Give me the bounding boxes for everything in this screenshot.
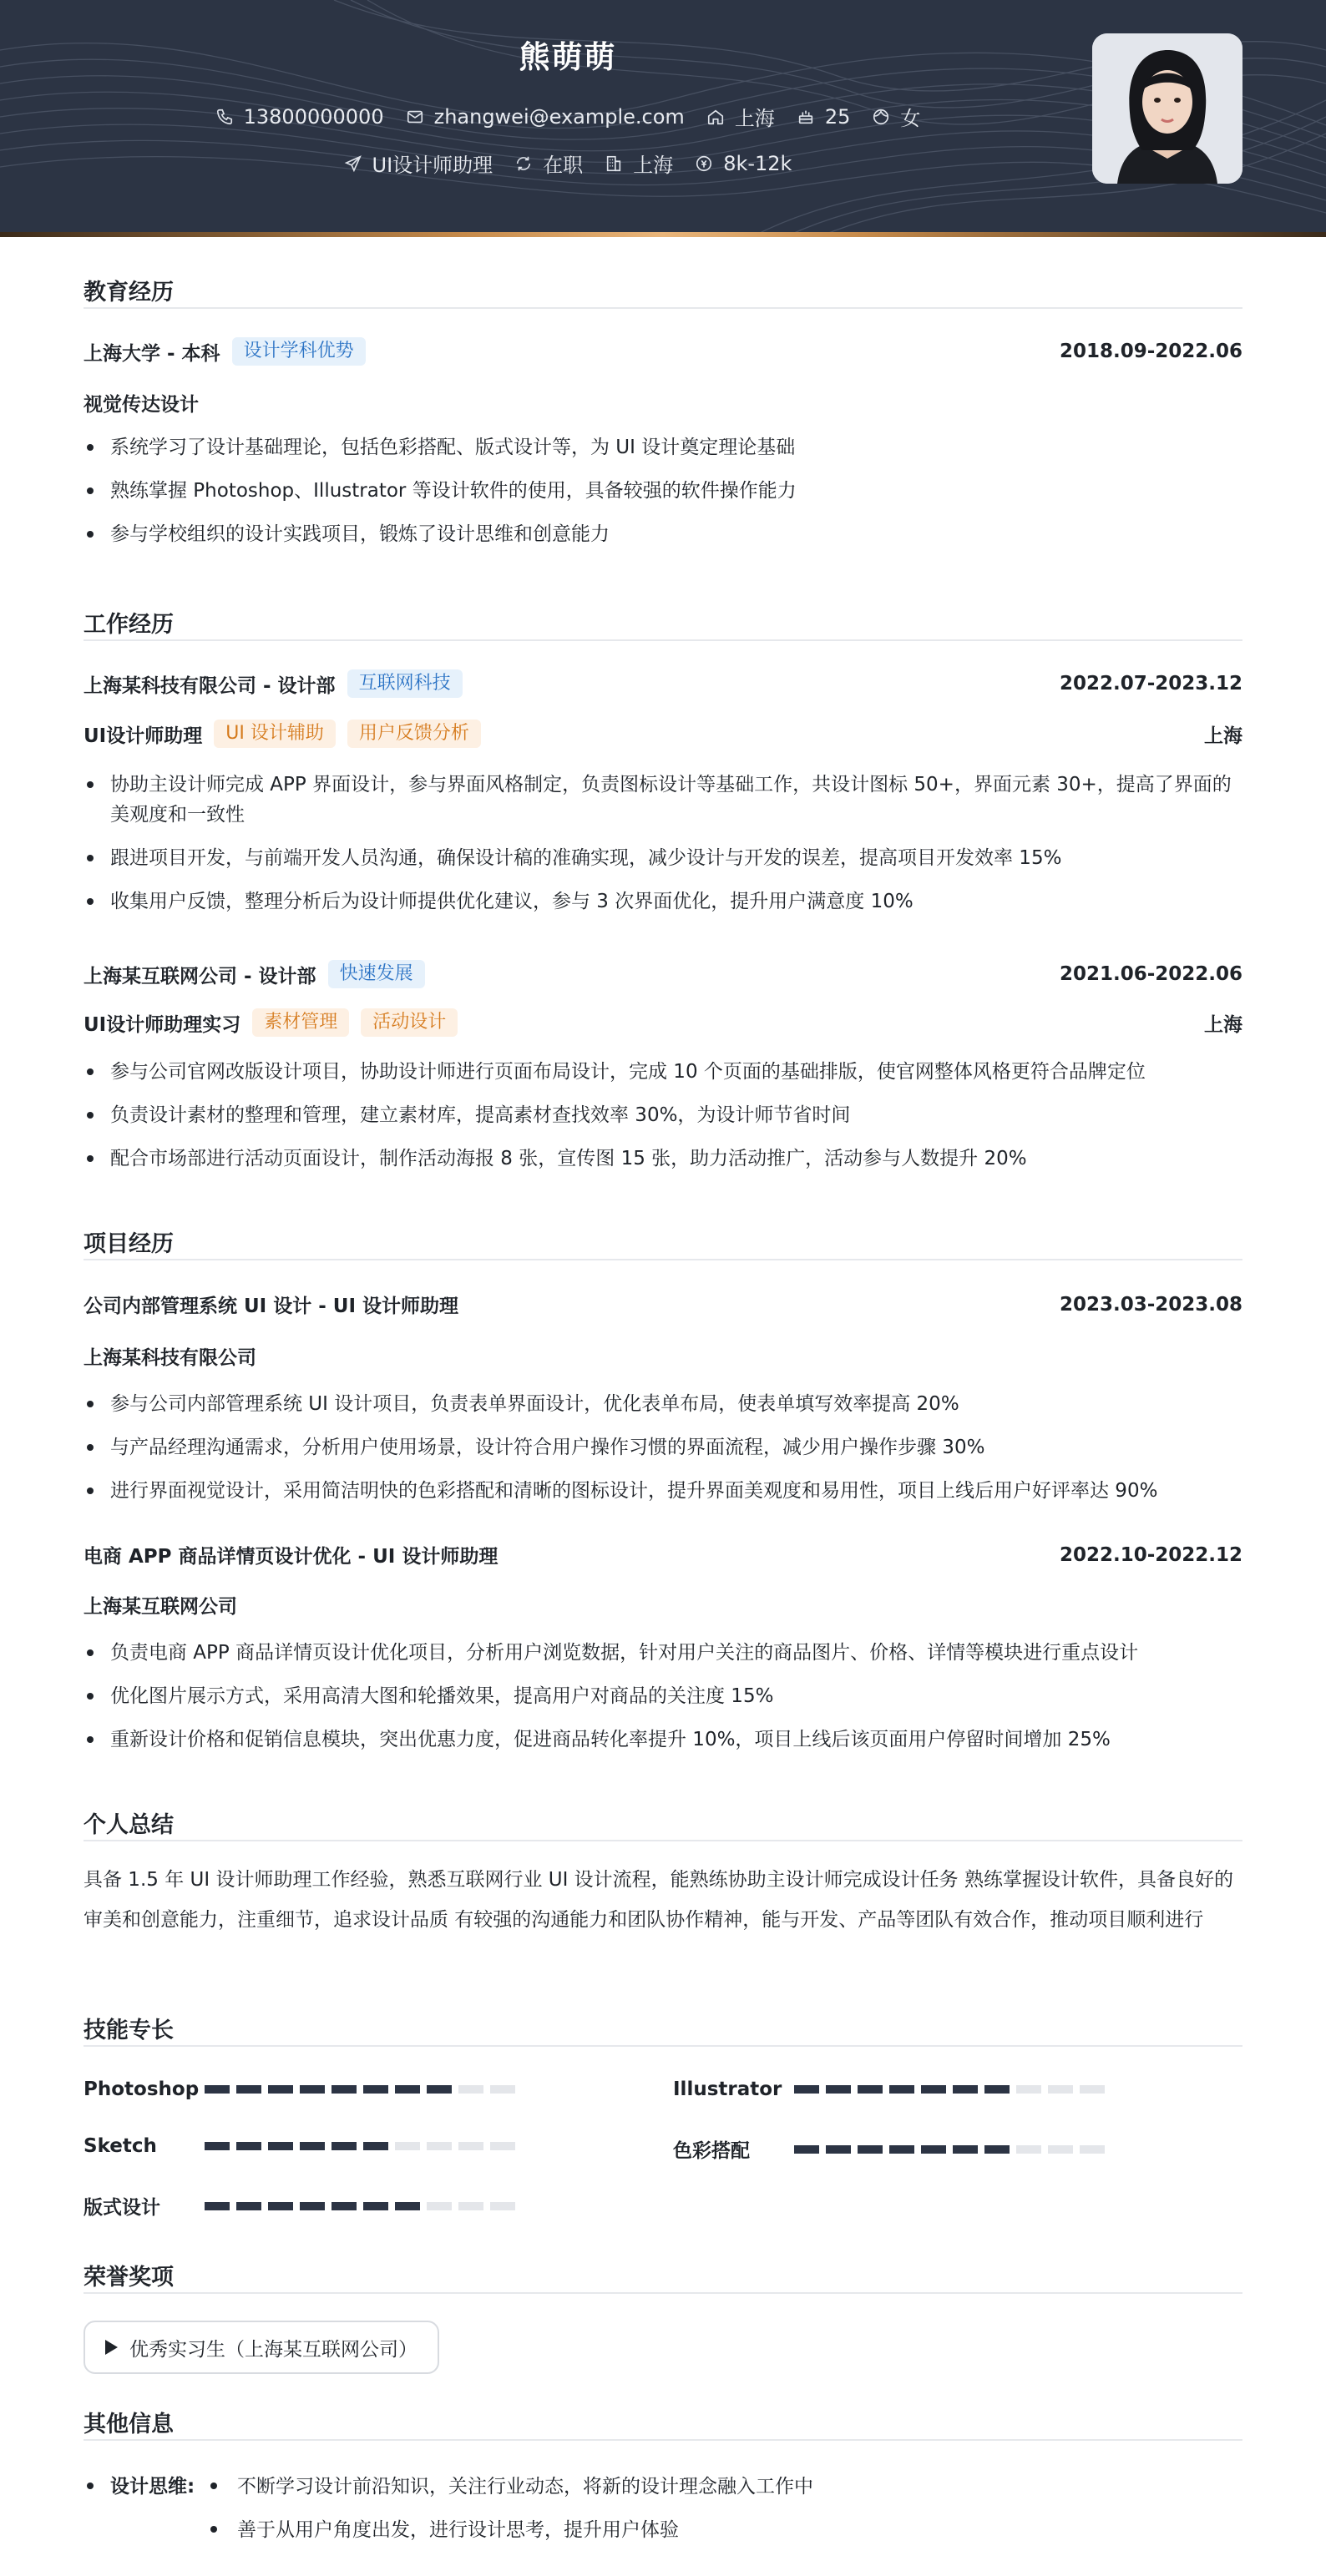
- skill-bar-filled: [395, 2202, 420, 2210]
- skills-section-title: 技能专长: [84, 2018, 174, 2043]
- skill-bar-filled: [268, 2085, 293, 2094]
- list-item: 协助主设计师完成 APP 界面设计，参与界面风格制定，负责图标设计等基础工作，共设计图标 50+，界面元素 30+，提高了界面的美观度和一致性: [84, 770, 1242, 830]
- skill-bar-filled: [953, 2145, 978, 2154]
- skill-name: Illustrator: [673, 2078, 782, 2100]
- skill-bar-filled: [363, 2202, 388, 2210]
- role-tag: 活动设计: [361, 1008, 458, 1037]
- email-text: zhangwei@example.com: [433, 104, 685, 129]
- skill-name: Photoshop: [84, 2078, 200, 2100]
- section-divider: [84, 1840, 1242, 1841]
- phone-text: 13800000000: [243, 104, 384, 129]
- project-period: 2022.10-2022.12: [1059, 1543, 1242, 1566]
- job-period: 2021.06-2022.06: [1059, 963, 1242, 985]
- skill-bar-filled: [236, 2142, 261, 2150]
- skill-bar-empty: [1080, 2145, 1105, 2154]
- skill-bar-empty: [1080, 2085, 1105, 2094]
- job-intent-row: [0, 149, 1136, 178]
- triangle-right-icon: [105, 2340, 118, 2355]
- section-divider: [84, 1259, 1242, 1260]
- skill-bar-filled: [984, 2085, 1010, 2094]
- project-name: 公司内部管理系统 UI 设计 - UI 设计师助理: [84, 1296, 459, 1317]
- city-text: 上海: [734, 107, 775, 130]
- job-role: UI设计师助理: [84, 725, 203, 747]
- other-label: 设计思维:: [110, 2476, 195, 2498]
- job-period: 2022.07-2023.12: [1059, 673, 1242, 695]
- education-bullets: [84, 432, 1242, 563]
- skill-item: [84, 2135, 515, 2157]
- skill-item: [673, 2135, 1105, 2163]
- skill-bar-empty: [427, 2202, 452, 2210]
- skill-bar-empty: [1016, 2085, 1041, 2094]
- skill-bar-filled: [363, 2085, 388, 2094]
- skill-level-bars: [205, 2085, 515, 2094]
- email-info: [406, 105, 685, 129]
- skill-bar-filled: [826, 2085, 851, 2094]
- award-item[interactable]: [84, 2321, 439, 2374]
- city-info: [706, 102, 775, 131]
- project-period: 2023.03-2023.08: [1059, 1293, 1242, 1316]
- skill-bar-filled: [794, 2145, 819, 2154]
- skill-bar-filled: [332, 2085, 357, 2094]
- profile-photo: [1092, 33, 1242, 184]
- role-tag: UI 设计辅助: [214, 720, 336, 748]
- summary-section-title: 个人总结: [84, 1812, 174, 1838]
- skill-bar-filled: [236, 2085, 261, 2094]
- salary-info: [695, 152, 792, 175]
- skill-bar-filled: [921, 2145, 946, 2154]
- coin-icon: [695, 154, 713, 173]
- section-divider: [84, 2439, 1242, 2441]
- job-location: 上海: [1204, 725, 1242, 747]
- award-text: 优秀实习生（上海某互联网公司）: [129, 2338, 418, 2361]
- skill-bar-filled: [953, 2085, 978, 2094]
- skill-bar-filled: [858, 2085, 883, 2094]
- skill-item: [84, 2078, 515, 2100]
- list-item: 配合市场部进行活动页面设计，制作活动海报 8 张，宣传图 15 张，助力活动推广，活动参与人数提升 20%: [84, 1144, 1242, 1174]
- status-info: [514, 149, 583, 178]
- skill-bar-filled: [395, 2085, 420, 2094]
- project-name: 电商 APP 商品详情页设计优化 - UI 设计师助理: [84, 1546, 499, 1568]
- phone-info: [215, 105, 384, 129]
- person-face-icon: [872, 108, 890, 126]
- cake-icon: [797, 108, 815, 126]
- skill-bar-empty: [427, 2142, 452, 2150]
- list-item: 熟练掌握 Photoshop、Illustrator 等设计软件的使用，具备较强的软件操作能力: [84, 476, 1242, 506]
- position-info: [344, 149, 493, 178]
- skill-bar-empty: [1048, 2085, 1073, 2094]
- phone-icon: [215, 108, 234, 126]
- skill-bar-filled: [984, 2145, 1010, 2154]
- summary-text: 具备 1.5 年 UI 设计师助理工作经验，熟悉互联网行业 UI 设计流程，能熟练协助主设计师完成设计任务 熟练掌握设计软件，具备良好的审美和创意能力，注重细节，追求设计品质 有较强的沟通能力和团队协作精神，能与开发、产品等团队有效合作，推动项目顺利进行: [84, 1869, 1233, 1931]
- project-bullets: [84, 1638, 1242, 1768]
- project-bullets: [84, 1389, 1242, 1519]
- skill-bar-filled: [268, 2202, 293, 2210]
- skill-bar-empty: [490, 2202, 515, 2210]
- list-item: 参与公司官网改版设计项目，协助设计师进行页面布局设计，完成 10 个页面的基础排版，使官网整体风格更符合品牌定位: [84, 1057, 1242, 1087]
- status-text: 在职: [543, 154, 584, 177]
- skill-bar-empty: [458, 2202, 483, 2210]
- job-location: 上海: [1204, 1013, 1242, 1036]
- job-role-row: [84, 720, 1242, 748]
- refresh-icon: [514, 154, 533, 173]
- job-header-row: [84, 669, 1242, 698]
- work-city-text: 上海: [633, 154, 674, 177]
- skill-bar-empty: [395, 2142, 420, 2150]
- skill-bar-filled: [205, 2202, 230, 2210]
- skill-bar-empty: [1048, 2145, 1073, 2154]
- list-item: 不断学习设计前沿知识，关注行业动态，将新的设计理念融入工作中: [237, 2471, 813, 2498]
- skill-bar-filled: [889, 2085, 914, 2094]
- skill-bar-empty: [490, 2085, 515, 2094]
- major-name: 视觉传达设计: [84, 394, 199, 416]
- age-text: 25: [824, 104, 851, 129]
- skill-bar-filled: [205, 2085, 230, 2094]
- role-tag: 素材管理: [252, 1008, 349, 1037]
- bullet-dot: [87, 2483, 94, 2489]
- company-tag: 互联网科技: [347, 669, 463, 698]
- skill-bar-filled: [363, 2142, 388, 2150]
- project-header-row: [84, 1541, 1242, 1568]
- portrait-image: [1092, 33, 1242, 184]
- job-role: UI设计师助理实习: [84, 1013, 241, 1036]
- header-accent-bar: [0, 232, 1326, 237]
- company-name: 上海某科技有限公司 - 设计部: [84, 674, 336, 697]
- skill-bar-filled: [332, 2142, 357, 2150]
- awards-section-title: 荣誉奖项: [84, 2265, 174, 2291]
- skill-item: [673, 2078, 1105, 2100]
- list-item: 重新设计价格和促销信息模块，突出优惠力度，促进商品转化率提升 10%，项目上线后该页面用户停留时间增加 25%: [84, 1725, 1242, 1755]
- work-city-info: [605, 149, 673, 178]
- projects-section-title: 项目经历: [84, 1231, 174, 1257]
- skill-name: Sketch: [84, 2135, 157, 2157]
- skill-bar-filled: [332, 2202, 357, 2210]
- section-divider: [84, 639, 1242, 641]
- skill-bar-filled: [889, 2145, 914, 2154]
- list-item: 负责设计素材的整理和管理，建立素材库，提高素材查找效率 30%，为设计师节省时间: [84, 1100, 1242, 1130]
- skill-bar-empty: [490, 2142, 515, 2150]
- list-item: 系统学习了设计基础理论，包括色彩搭配、版式设计等，为 UI 设计奠定理论基础: [84, 432, 1242, 462]
- building-icon: [605, 154, 623, 173]
- other-section-title: 其他信息: [84, 2412, 174, 2437]
- skill-bar-filled: [268, 2142, 293, 2150]
- position-text: UI设计师助理: [372, 154, 493, 177]
- mail-icon: [406, 108, 424, 126]
- candidate-name: 熊萌萌: [519, 39, 617, 75]
- skill-name: 色彩搭配: [673, 2140, 750, 2162]
- contact-info-row: [0, 102, 1136, 131]
- project-company: 上海某科技有限公司: [84, 1347, 256, 1369]
- section-divider: [84, 2045, 1242, 2047]
- skill-bar-filled: [794, 2085, 819, 2094]
- work-section-title: 工作经历: [84, 612, 174, 638]
- gender-info: [872, 102, 920, 131]
- project-company: 上海某互联网公司: [84, 1596, 237, 1618]
- education-header-row: [84, 337, 1242, 366]
- school-name: 上海大学 - 本科: [84, 342, 220, 365]
- education-period: 2018.09-2022.06: [1059, 341, 1242, 362]
- job-role-row: [84, 1008, 1242, 1037]
- skill-name: 版式设计: [84, 2197, 160, 2219]
- skill-bar-filled: [300, 2085, 325, 2094]
- section-divider: [84, 307, 1242, 309]
- list-item: 负责电商 APP 商品详情页设计优化项目，分析用户浏览数据，针对用户关注的商品图片、价格、详情等模块进行重点设计: [84, 1638, 1242, 1668]
- skill-bar-filled: [826, 2145, 851, 2154]
- list-item: 进行界面视觉设计，采用简洁明快的色彩搭配和清晰的图标设计，提升界面美观度和易用性，项目上线后用户好评率达 90%: [84, 1476, 1242, 1506]
- skill-bar-filled: [300, 2142, 325, 2150]
- send-icon: [344, 154, 362, 173]
- section-divider: [84, 2292, 1242, 2294]
- company-name: 上海某互联网公司 - 设计部: [84, 965, 316, 987]
- skill-bar-filled: [236, 2202, 261, 2210]
- skill-bar-filled: [427, 2085, 452, 2094]
- school-tag: 设计学科优势: [232, 337, 366, 366]
- list-item: 收集用户反馈，整理分析后为设计师提供优化建议，参与 3 次界面优化，提升用户满意度 10%: [84, 886, 1242, 917]
- gender-text: 女: [900, 107, 921, 130]
- company-tag: 快速发展: [328, 960, 425, 988]
- skill-level-bars: [205, 2142, 515, 2150]
- skill-bar-filled: [205, 2142, 230, 2150]
- salary-text: 8k-12k: [723, 151, 792, 175]
- list-item: 参与学校组织的设计实践项目，锻炼了设计思维和创意能力: [84, 519, 1242, 549]
- skill-bar-filled: [858, 2145, 883, 2154]
- skill-level-bars: [794, 2145, 1105, 2154]
- job-header-row: [84, 960, 1242, 988]
- skill-bar-filled: [921, 2085, 946, 2094]
- job-bullets: [84, 770, 1242, 930]
- skill-level-bars: [794, 2085, 1105, 2094]
- skill-bar-filled: [300, 2202, 325, 2210]
- list-item: 参与公司内部管理系统 UI 设计项目，负责表单界面设计，优化表单布局，使表单填写效率提高 20%: [84, 1389, 1242, 1419]
- job-bullets: [84, 1057, 1242, 1187]
- home-icon: [706, 108, 725, 126]
- list-item: 善于从用户角度出发，进行设计思考，提升用户体验: [237, 2514, 679, 2542]
- list-item: 与产品经理沟通需求，分析用户使用场景，设计符合用户操作习惯的界面流程，减少用户操作步骤 30%: [84, 1432, 1242, 1462]
- project-header-row: [84, 1291, 1242, 1318]
- skill-bar-empty: [458, 2085, 483, 2094]
- skill-bar-empty: [1016, 2145, 1041, 2154]
- list-item: 优化图片展示方式，采用高清大图和轮播效果，提高用户对商品的关注度 15%: [84, 1681, 1242, 1711]
- skill-item: [84, 2192, 515, 2220]
- resume-header: [0, 0, 1326, 237]
- education-section-title: 教育经历: [84, 280, 174, 306]
- age-info: [797, 105, 851, 129]
- role-tag: 用户反馈分析: [347, 720, 481, 748]
- skill-bar-empty: [458, 2142, 483, 2150]
- list-item: 跟进项目开发，与前端开发人员沟通，确保设计稿的准确实现，减少设计与开发的误差，提高项目开发效率 15%: [84, 843, 1242, 873]
- skill-level-bars: [205, 2202, 515, 2210]
